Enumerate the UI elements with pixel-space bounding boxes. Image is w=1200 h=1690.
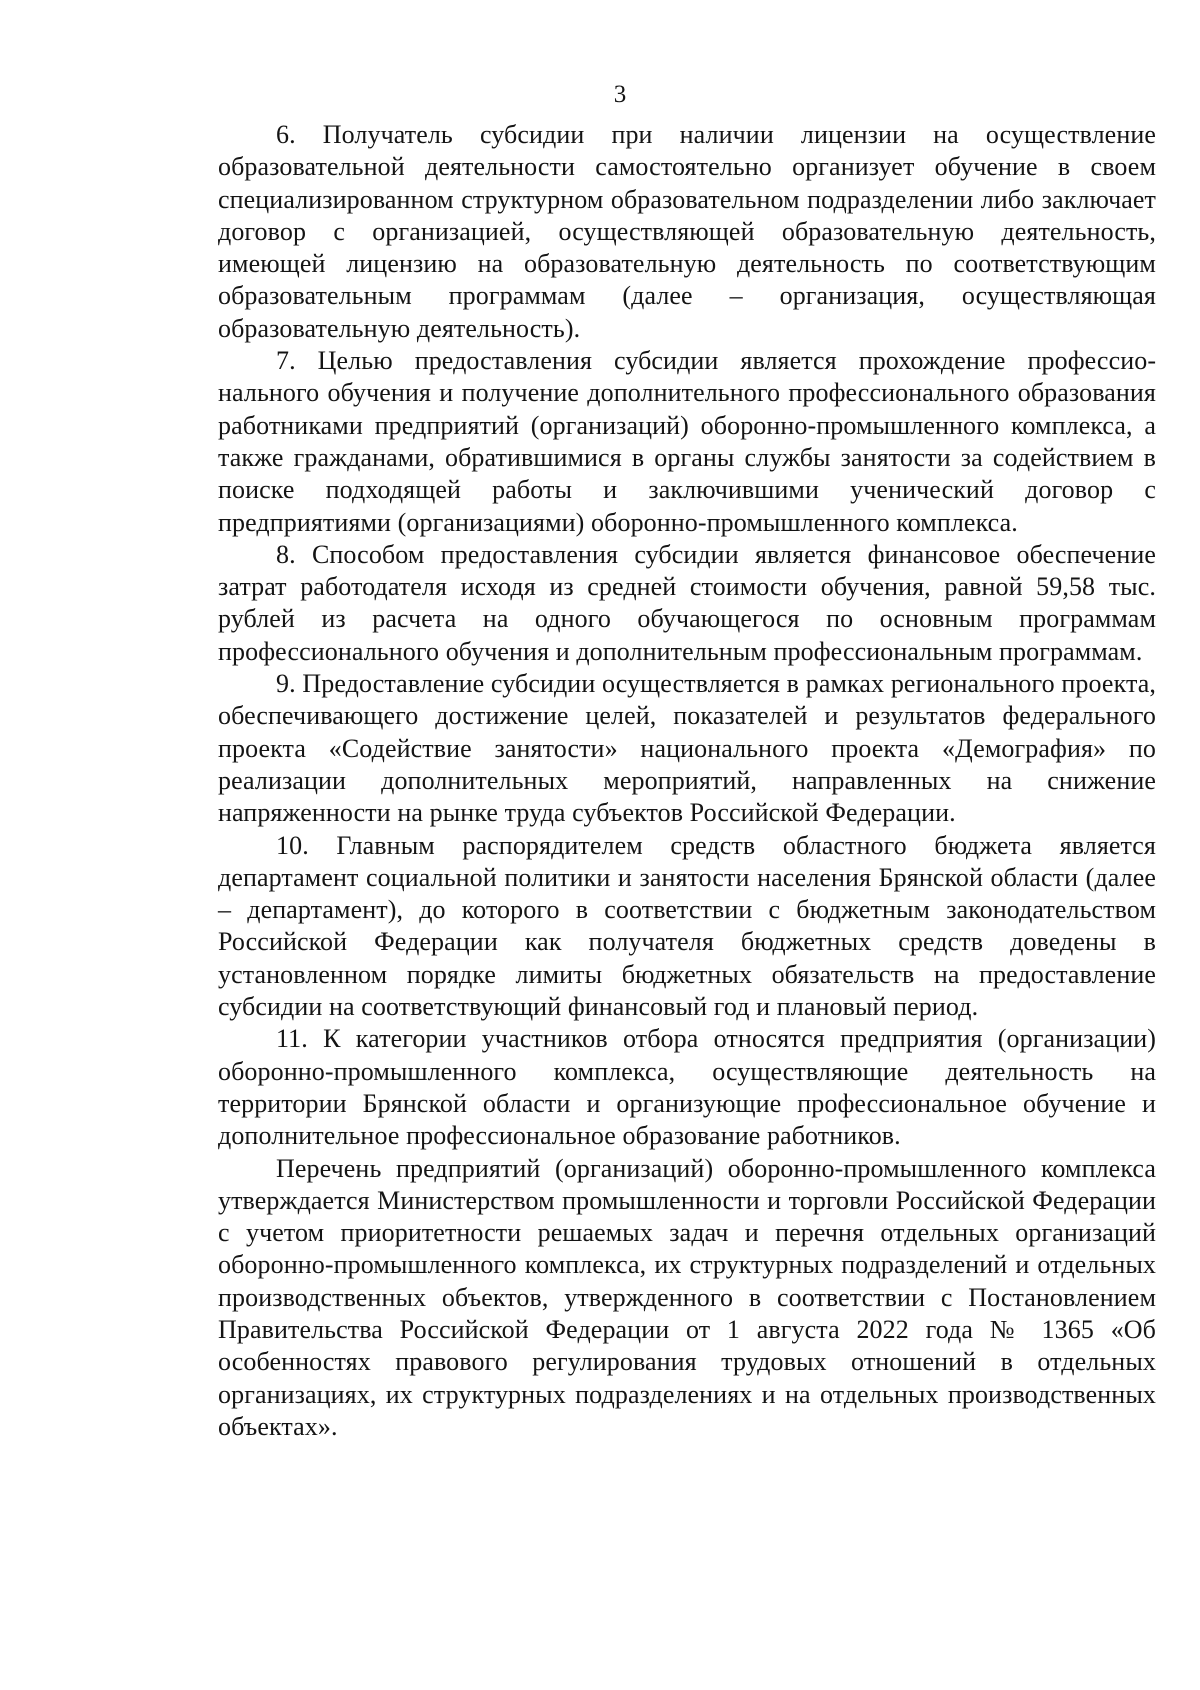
paragraph-enterprise-list: Перечень предприятий (организаций) оборонно-промышленного комплекса утверждается Министерством промышленности и торговли Российской Федерации с учетом приоритетности решаемых задач и перечня отдельных организаций оборонно-промышленного комплекса, их структурных подразделений и отдельных производственных объектов, утвержденного в соответствии с Постановлением Правительства Российской Федерации от 1 августа 2022 года № 1365 «Об особенностях правового регулирования трудовых отношений в отдельных организациях, их структурных подразделениях и на отдельных производственных объектах».: [218, 1153, 1156, 1441]
document-body: [218, 119, 1156, 1443]
paragraph-9: 9. Предоставление субсидии осуществляется в рамках регионального проекта, обеспечивающего достижение целей, показателей и результатов федерального проекта «Содействие занятости» национального проекта «Демография» по реализации дополнительных мероприятий, направленных на снижение напряженности на рынке труда субъектов Российской Федерации.: [218, 669, 1156, 828]
paragraph-7: 7. Целью предоставления субсидии является прохождение профессионального обучения и получение дополнительного профессионального образования работниками предприятий (организаций) оборонно-промышленного комплекса, а также гражданами, обратившимися в органы службы занятости за содействием в поиске подходящей работы и заключившими ученический договор с предприятиями (организациями) оборонно-промышленного комплекса.: [218, 346, 1156, 537]
paragraph-6: 6. Получатель субсидии при наличии лицензии на осуществление образовательной деятельности самостоятельно организует обучение в своем специализированном структурном образовательном подразделении либо заключает договор с организацией, осуществляющей образовательную деятельность, имеющей лицензию на образовательную деятельность по соответствующим образовательным программам (далее – организация, осуществляющая образовательную деятельность).: [218, 120, 1156, 343]
paragraph-11: 11. К категории участников отбора относятся предприятия (организации) оборонно-промышленного комплекса, осуществляющие деятельность на территории Брянской области и организующие профессиональное обучение и дополнительное профессиональное образование работников.: [218, 1024, 1156, 1151]
paragraph-8: 8. Способом предоставления субсидии является финансовое обеспечение затрат работодателя исходя из средней стоимости обучения, равной 59,58 тыс. рублей из расчета на одного обучающегося по основным программам профессионального обучения и дополнительным профессиональным программам.: [218, 539, 1156, 666]
paragraph-10: 10. Главным распорядителем средств областного бюджета является департамент социальной политики и занятости населения Брянской области (далее – департамент), до которого в соответствии с бюджетным законодательством Российской Федерации как получателя бюджетных средств доведены в установленном порядке лимиты бюджетных обязательств на предоставление субсидии на соответствующий финансовый год и плановый период.: [218, 830, 1156, 1022]
page-number: 3: [613, 81, 627, 108]
